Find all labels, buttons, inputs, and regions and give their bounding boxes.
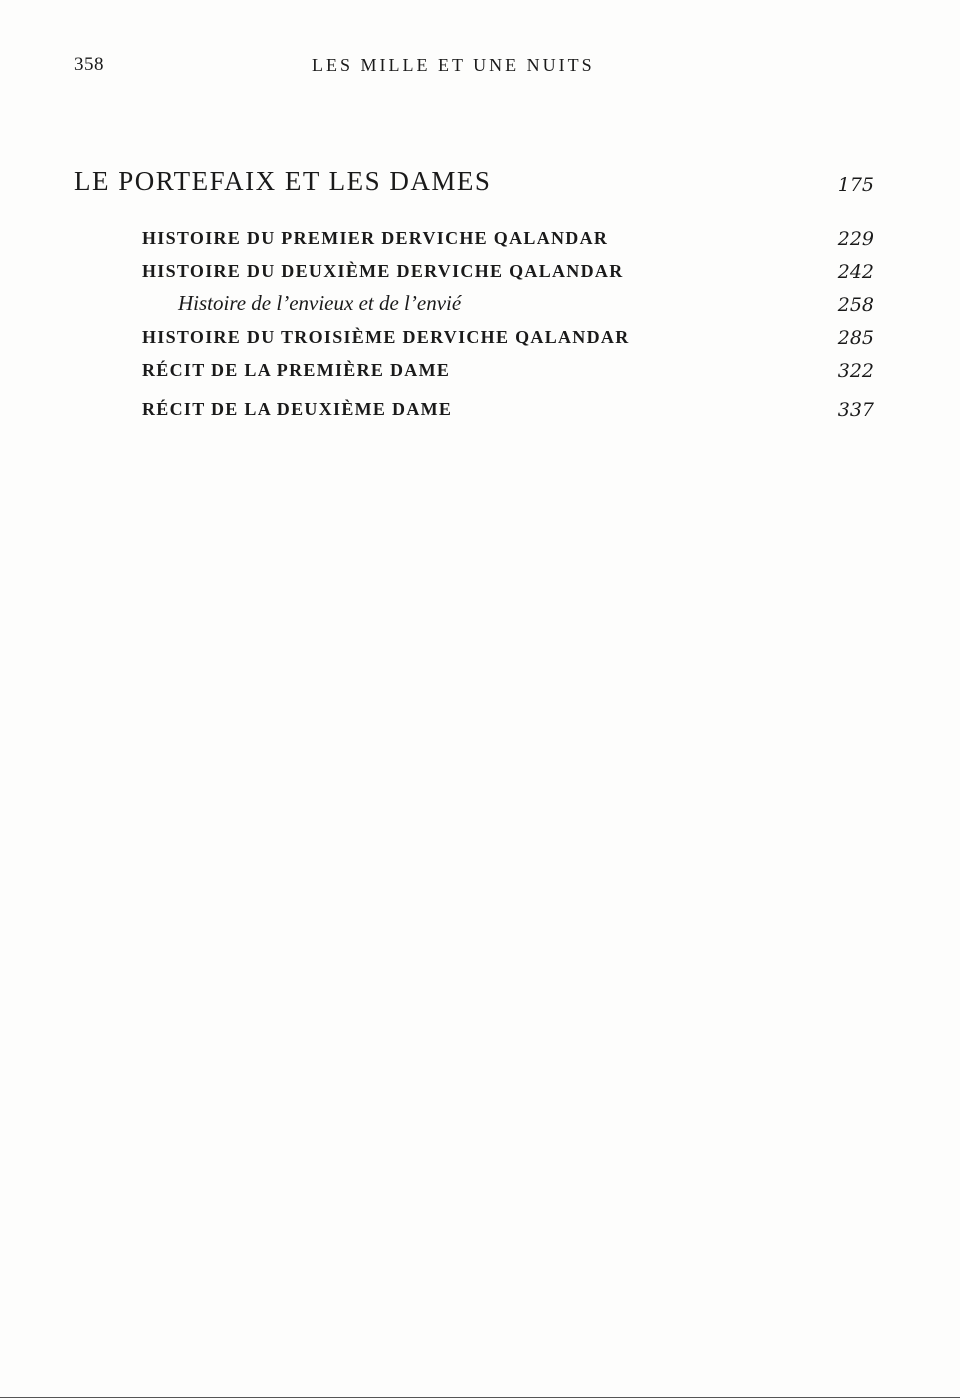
toc-entry <box>74 257 876 290</box>
toc-entry-page: 258 <box>837 294 874 316</box>
toc-entry-label: HISTOIRE DU TROISIÈME DERVICHE QALANDAR <box>142 327 630 347</box>
toc-entry <box>74 323 876 356</box>
toc-entry <box>74 224 876 257</box>
toc-entry-page: 229 <box>837 228 874 250</box>
toc-entry-page: 242 <box>837 261 874 283</box>
toc-entry-page: 285 <box>837 327 874 349</box>
toc-entry-page: 337 <box>837 399 874 421</box>
toc-entries <box>74 224 876 428</box>
toc-entry-label: RÉCIT DE LA DEUXIÈME DAME <box>142 399 453 419</box>
table-of-contents <box>74 166 876 428</box>
toc-entry-label: HISTOIRE DU PREMIER DERVICHE QALANDAR <box>142 228 609 248</box>
toc-entry <box>74 389 876 428</box>
running-head <box>74 54 876 80</box>
toc-entry <box>74 356 876 389</box>
scan-edge-line <box>0 1397 960 1398</box>
toc-entry-label: RÉCIT DE LA PREMIÈRE DAME <box>142 360 451 380</box>
section-title: LE PORTEFAIX ET LES DAMES <box>74 166 492 196</box>
toc-entry-page: 322 <box>837 360 874 382</box>
toc-entry-label: HISTOIRE DU DEUXIÈME DERVICHE QALANDAR <box>142 261 624 281</box>
book-title: LES MILLE ET UNE NUITS <box>312 55 595 75</box>
toc-section <box>74 166 876 206</box>
toc-subentry <box>74 290 876 323</box>
page-number: 358 <box>74 54 104 75</box>
section-page-number: 175 <box>837 174 874 196</box>
toc-subentry-label: Histoire de l’envieux et de l’envié <box>178 291 462 315</box>
